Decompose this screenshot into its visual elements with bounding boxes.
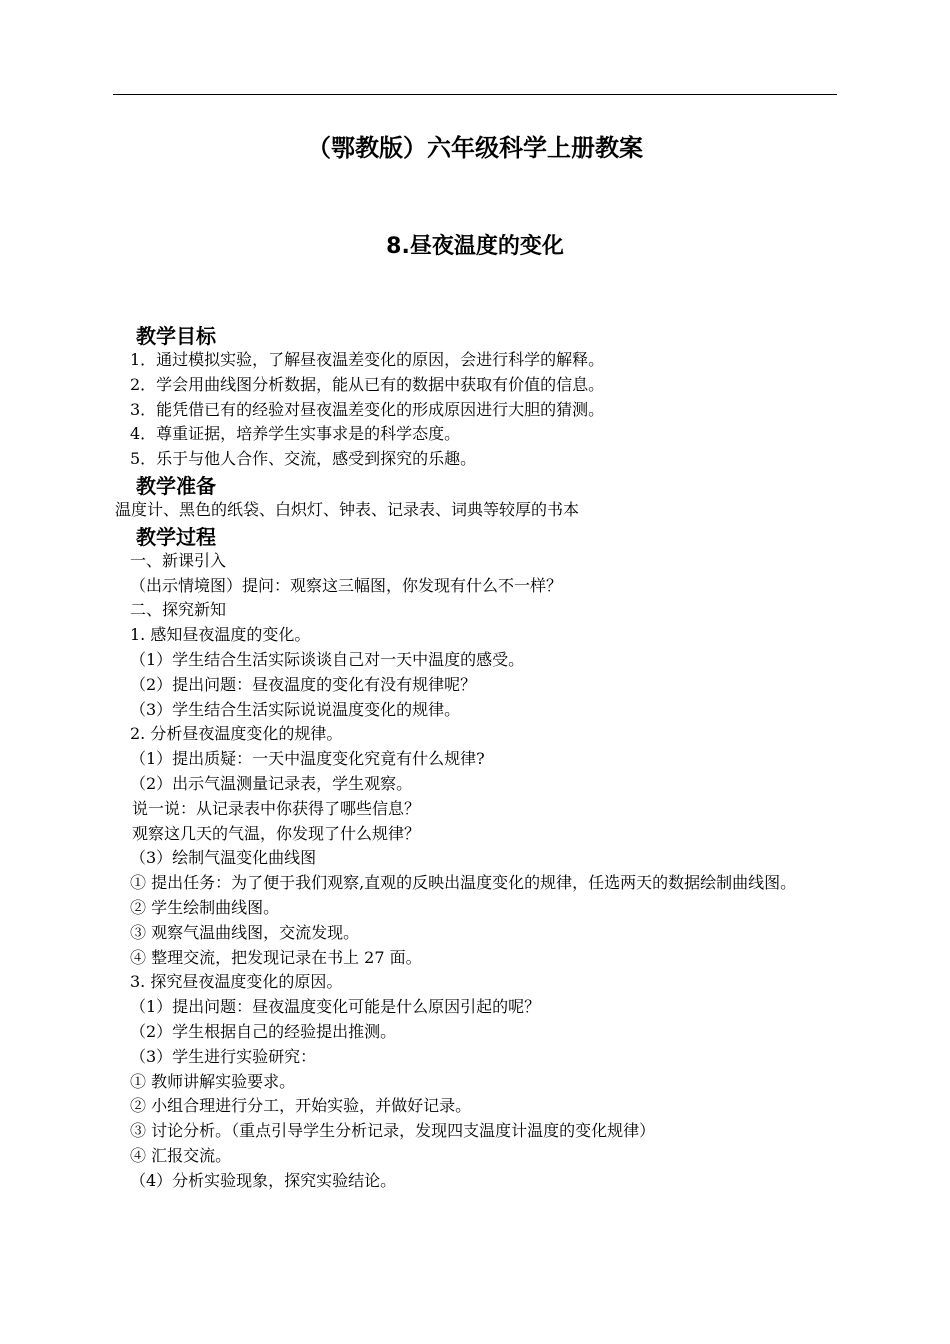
objectives-heading: 教学目标 (136, 324, 216, 348)
document-title: （鄂教版）六年级科学上册教案 (307, 134, 643, 162)
process-line: 观察这几天的气温，你发现了什么规律？ (132, 823, 421, 843)
process-line: ① 教师讲解实验要求。 (130, 1071, 296, 1091)
process-line: （3）学生结合生活实际说说温度变化的规律。 (130, 699, 461, 719)
preparation-text: 温度计、黑色的纸袋、白炽灯、钟表、记录表、词典等较厚的书本 (115, 499, 580, 519)
process-line: ② 小组合理进行分工，开始实验，并做好记录。 (130, 1096, 472, 1116)
step-heading: 3. 探究昼夜温度变化的原因。 (130, 972, 343, 992)
objective-item: 5．乐于与他人合作、交流，感受到探究的乐趣。 (130, 449, 477, 469)
process-line: ② 学生绘制曲线图。 (130, 897, 280, 917)
preparation-heading: 教学准备 (136, 473, 216, 498)
process-line: ① 提出任务：为了便于我们观察,直观的反映出温度变化的规律，任选两天的数据绘制曲线图。 (130, 873, 797, 893)
process-line: ④ 整理交流，把发现记录在书上 27 面。 (130, 947, 422, 967)
process-line: ③ 讨论分析。（重点引导学生分析记录，发现四支温度计温度的变化规律） (130, 1121, 656, 1141)
process-line: （2）学生根据自己的经验提出推测。 (130, 1021, 397, 1041)
process-line: （1）提出问题：昼夜温度变化可能是什么原因引起的呢？ (130, 997, 541, 1017)
process-line: （2）出示气温测量记录表，学生观察。 (130, 773, 413, 793)
process-line: （1）学生结合生活实际谈谈自己对一天中温度的感受。 (130, 649, 525, 669)
process-line: （3）绘制气温变化曲线图 (130, 848, 317, 868)
step-heading: 1. 感知昼夜温度的变化。 (130, 625, 311, 645)
process-line: （3）学生进行实验研究： (130, 1046, 317, 1066)
objective-item: 1．通过模拟实验，了解昼夜温差变化的原因，会进行科学的解释。 (130, 350, 605, 369)
lesson-title: 8.昼夜温度的变化 (386, 234, 564, 259)
section-heading: 一、新课引入 (130, 550, 227, 570)
process-heading: 教学过程 (136, 524, 216, 549)
process-line: （4）分析实验现象，探究实验结论。 (130, 1170, 397, 1190)
objective-item: 3．能凭借已有的经验对昼夜温差变化的形成原因进行大胆的猜测。 (130, 399, 605, 419)
objective-item: 2．学会用曲线图分析数据，能从已有的数据中获取有价值的信息。 (130, 374, 605, 394)
document-body (115, 322, 839, 1194)
process-line: （2）提出问题：昼夜温度的变化有没有规律呢？ (130, 674, 477, 694)
step-heading: 2. 分析昼夜温度变化的规律。 (130, 724, 343, 744)
objective-item: 4．尊重证据，培养学生实事求是的科学态度。 (130, 424, 461, 444)
process-line: （1）提出质疑：一天中温度变化究竟有什么规律? (130, 749, 485, 769)
process-line: ④ 汇报交流。 (130, 1145, 232, 1165)
process-line: ③ 观察气温曲线图，交流发现。 (130, 922, 360, 942)
process-line: （出示情境图）提问：观察这三幅图，你发现有什么不一样？ (130, 575, 563, 595)
process-line: 说一说：从记录表中你获得了哪些信息？ (132, 798, 421, 818)
section-heading: 二、探究新知 (130, 600, 227, 620)
header-rule (113, 94, 837, 95)
